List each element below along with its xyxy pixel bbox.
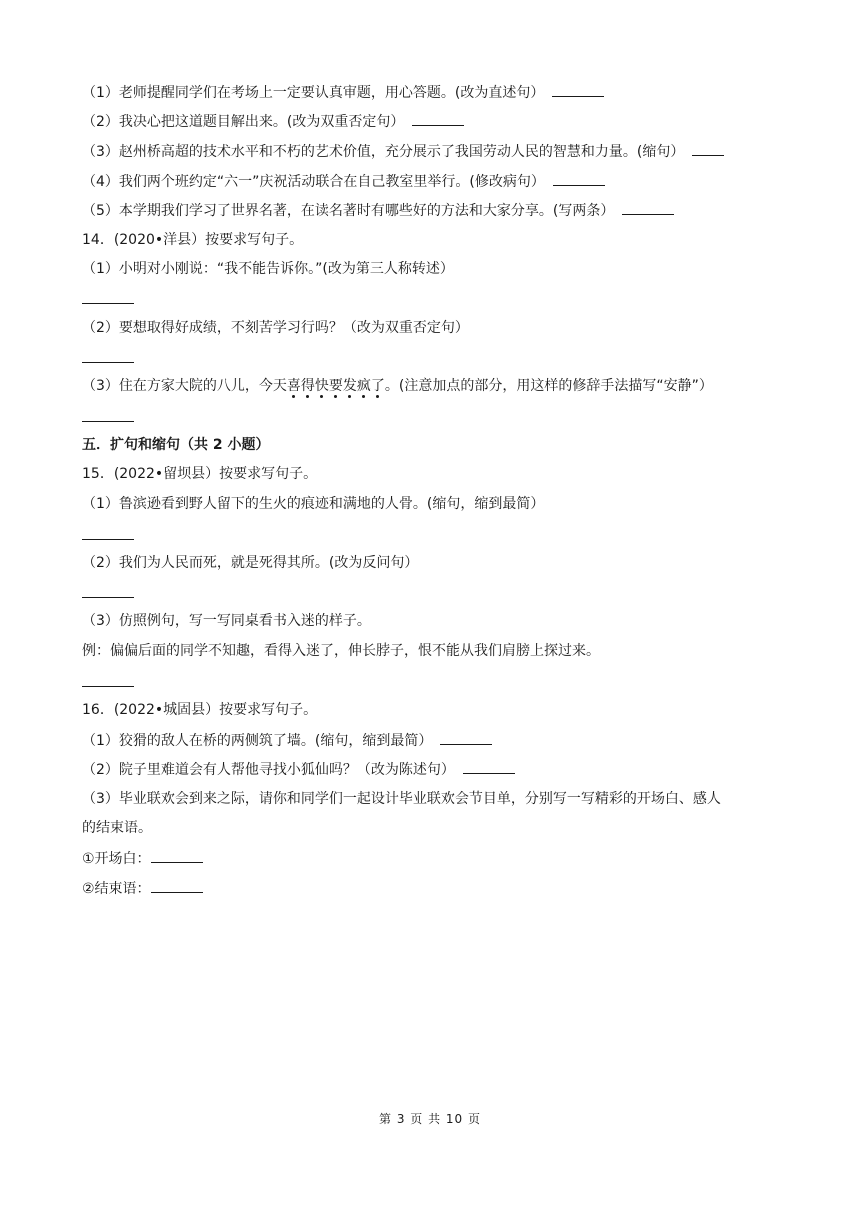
q13-item-1: [82, 82, 604, 103]
answer-blank[interactable]: [552, 82, 604, 97]
answer-blank[interactable]: [412, 111, 464, 126]
dotted-char: 发: [342, 378, 357, 394]
q16-closing: [82, 878, 203, 899]
answer-blank[interactable]: [151, 878, 203, 893]
answer-blank[interactable]: [82, 597, 134, 598]
dotted-char: 得: [300, 378, 315, 394]
q16-item-3-line-1: （3）毕业联欢会到来之际，请你和同学们一起设计毕业联欢会节目单，分别写一写精彩的开场白、感人: [82, 791, 721, 807]
answer-blank[interactable]: [82, 686, 134, 687]
q16-item-1-text: （1）狡猾的敌人在桥的两侧筑了墙。(缩句，缩到最简）: [82, 733, 433, 749]
q16-opening: [82, 848, 203, 869]
answer-blank[interactable]: [82, 303, 134, 304]
q15-example: 例：偏偏后面的同学不知趣，看得入迷了，伸长脖子，恨不能从我们肩膀上探过来。: [82, 643, 600, 659]
answer-blank[interactable]: [622, 200, 674, 215]
opening-label: ①开场白：: [82, 851, 151, 867]
closing-label: ②结束语：: [82, 881, 151, 897]
page-number: 第 3 页 共 10 页: [379, 1112, 481, 1126]
answer-blank[interactable]: [82, 362, 134, 363]
dotted-char: 要: [328, 378, 343, 394]
dotted-char: 了: [370, 378, 385, 394]
q13-item-5: [82, 200, 674, 221]
q16-title: 16．(2022•城固县）按要求写句子。: [82, 702, 318, 718]
dotted-char: 快: [314, 378, 329, 394]
q13-item-4-text: （4）我们两个班约定“六一”庆祝活动联合在自己教室里举行。(修改病句）: [82, 174, 545, 190]
answer-blank[interactable]: [553, 171, 605, 186]
dotted-char: 喜: [286, 378, 301, 394]
q13-item-2-text: （2）我决心把这道题目解出来。(改为双重否定句）: [82, 114, 405, 130]
q13-item-2: [82, 111, 464, 132]
q13-item-5-text: （5）本学期我们学习了世界名著，在读名著时有哪些好的方法和大家分享。(写两条）: [82, 203, 615, 219]
q15-title: 15．(2022•留坝县）按要求写句子。: [82, 466, 318, 482]
q14-item-3: [82, 376, 713, 396]
q13-item-1-text: （1）老师提醒同学们在考场上一定要认真审题，用心答题。(改为直述句）: [82, 85, 545, 101]
answer-blank[interactable]: [151, 848, 203, 863]
q14-item-3-prefix: （3）住在方家大院的八儿，今天: [82, 378, 287, 394]
q14-item-2: （2）要想取得好成绩，不刻苦学习行吗？（改为双重否定句）: [82, 320, 469, 336]
answer-blank[interactable]: [440, 730, 492, 745]
q13-item-4: [82, 171, 605, 192]
q16-item-3-line-2: 的结束语。: [82, 820, 152, 836]
q16-item-1: [82, 730, 492, 751]
q13-item-3: [82, 141, 724, 162]
q14-title: 14．(2020•洋县）按要求写句子。: [82, 232, 304, 248]
q15-item-2: （2）我们为人民而死，就是死得其所。(改为反问句）: [82, 555, 419, 571]
q15-item-1: （1）鲁滨逊看到野人留下的生火的痕迹和满地的人骨。(缩句，缩到最简）: [82, 496, 545, 512]
dotted-char: 疯: [356, 378, 371, 394]
section-title: 五．扩句和缩句（共 2 小题）: [82, 437, 270, 453]
q13-item-3-text: （3）赵州桥高超的技术水平和不朽的艺术价值，充分展示了我国劳动人民的智慧和力量。(缩句）: [82, 144, 685, 160]
q14-item-3-suffix: 。(注意加点的部分，用这样的修辞手法描写“安静”）: [384, 378, 713, 394]
q15-item-3: （3）仿照例句，写一写同桌看书入迷的样子。: [82, 613, 371, 629]
q14-item-1: （1）小明对小刚说：“我不能告诉你。”(改为第三人称转述）: [82, 261, 454, 277]
answer-blank[interactable]: [82, 539, 134, 540]
answer-blank[interactable]: [692, 141, 724, 156]
q16-item-2: [82, 759, 515, 780]
answer-blank[interactable]: [463, 759, 515, 774]
answer-blank[interactable]: [82, 421, 134, 422]
q16-item-2-text: （2）院子里难道会有人帮他寻找小狐仙吗？（改为陈述句）: [82, 762, 455, 778]
